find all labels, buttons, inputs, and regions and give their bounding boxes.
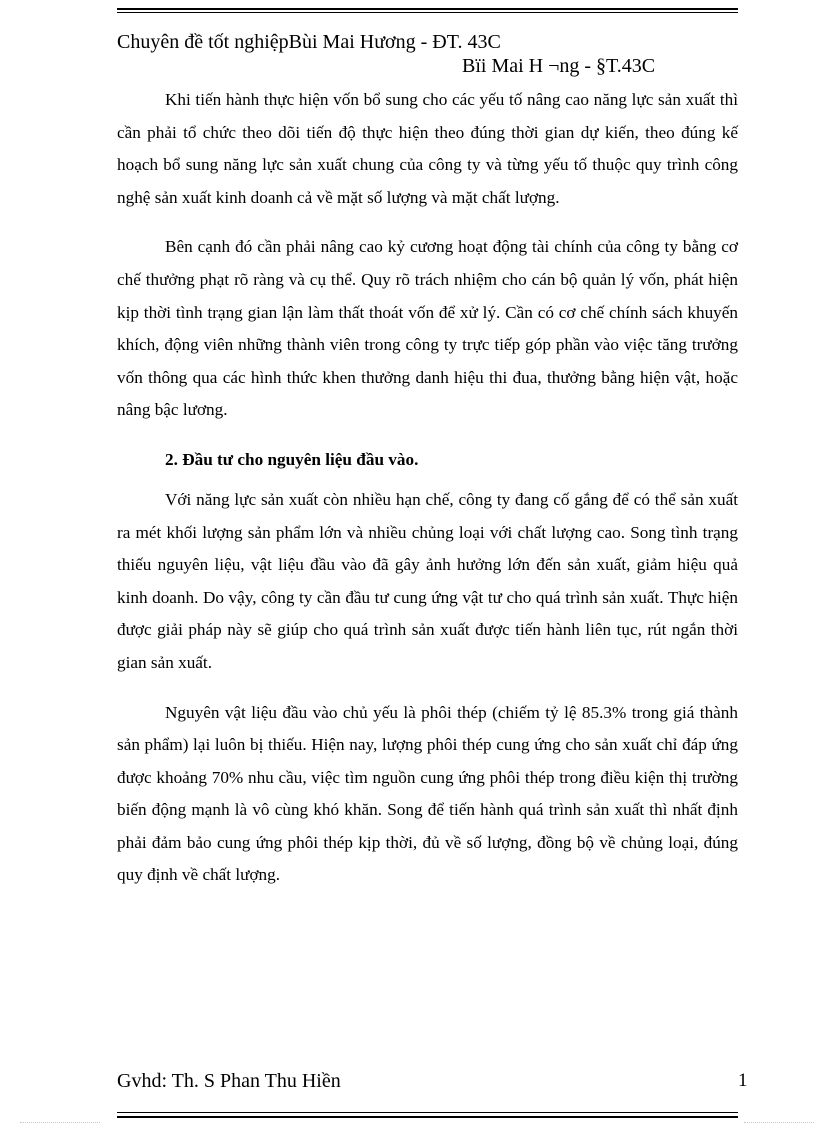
paragraph-2: Bên cạnh đó cần phải nâng cao kỷ cương hoạt động tài chính của công ty bằng cơ chế thưởng phạt rõ ràng và cụ thể. Quy rõ trách nhiệm cho cán bộ quản lý vốn, phát hiện kịp thời tình trạng gian lận làm thất thoát vốn để xử lý. Cần có cơ chế chính sách khuyến khích, động viên những thành viên trong công ty trực tiếp góp phần vào việc tăng trưởng vốn thông qua các hình thức khen thưởng danh hiệu thi đua, thưởng bằng hiện vật, hoặc nâng bậc lương. bbox=[117, 237, 738, 420]
paragraph-1: Khi tiến hành thực hiện vốn bổ sung cho các yếu tố nâng cao năng lực sản xuất thì cần phải tổ chức theo dõi tiến độ thực hiện theo đúng thời gian dự kiến, theo đúng kế hoạch bổ sung năng lực sản xuất chung của công ty và từng yếu tố thuộc quy trình công nghệ sản xuất kinh doanh cả về mặt số lượng và mặt chất lượng. bbox=[117, 90, 738, 207]
page-number: 1 bbox=[738, 1070, 748, 1091]
header-rule-thick bbox=[117, 8, 738, 10]
footer-rule-thin bbox=[117, 1112, 738, 1113]
document-body bbox=[117, 84, 738, 909]
header-rule-thin bbox=[117, 12, 738, 13]
header-author-garbled: Bïi Mai H ¬ng - §T.43C bbox=[462, 55, 656, 77]
header-title: Chuyên đề tốt nghiệpBùi Mai Hương - ĐT. 43C bbox=[117, 31, 501, 53]
paragraph-3: Với năng lực sản xuất còn nhiều hạn chế, công ty đang cố gắng để có thể sản xuất ra mét khối lượng sản phẩm lớn và nhiều chủng loại với chất lượng cao. Song tình trạng thiếu nguyên liệu, vật liệu đầu vào đã gây ảnh hưởng lớn đến sản xuất, giảm hiệu quả kinh doanh. Do vậy, công ty cần đầu tư cung ứng vật tư cho quá trình sản xuất. Thực hiện được giải pháp này sẽ giúp cho quá trình sản xuất được tiến hành liên tục, rút ngắn thời gian sản xuất. bbox=[117, 489, 738, 672]
footer-rule-thick bbox=[117, 1116, 738, 1118]
section-heading: 2. Đầu tư cho nguyên liệu đầu vào. bbox=[165, 449, 419, 469]
paragraph-4: Nguyên vật liệu đầu vào chủ yếu là phôi thép (chiếm tỷ lệ 85.3% trong giá thành sản phẩm) lại luôn bị thiếu. Hiện nay, lượng phôi thép cung ứng cho sản xuất chỉ đáp ứng được khoảng 70% nhu cầu, việc tìm nguồn cung ứng phôi thép trong điều kiện thị trường biến động mạnh là vô cùng khó khăn. Song để tiến hành quá trình sản xuất thì nhất định phải đảm bảo cung ứng phôi thép kịp thời, đủ về số lượng, đồng bộ về chủng loại, đúng quy định về chất lượng. bbox=[117, 702, 738, 885]
footer-supervisor: Gvhd: Th. S Phan Thu Hiền bbox=[117, 1070, 341, 1092]
